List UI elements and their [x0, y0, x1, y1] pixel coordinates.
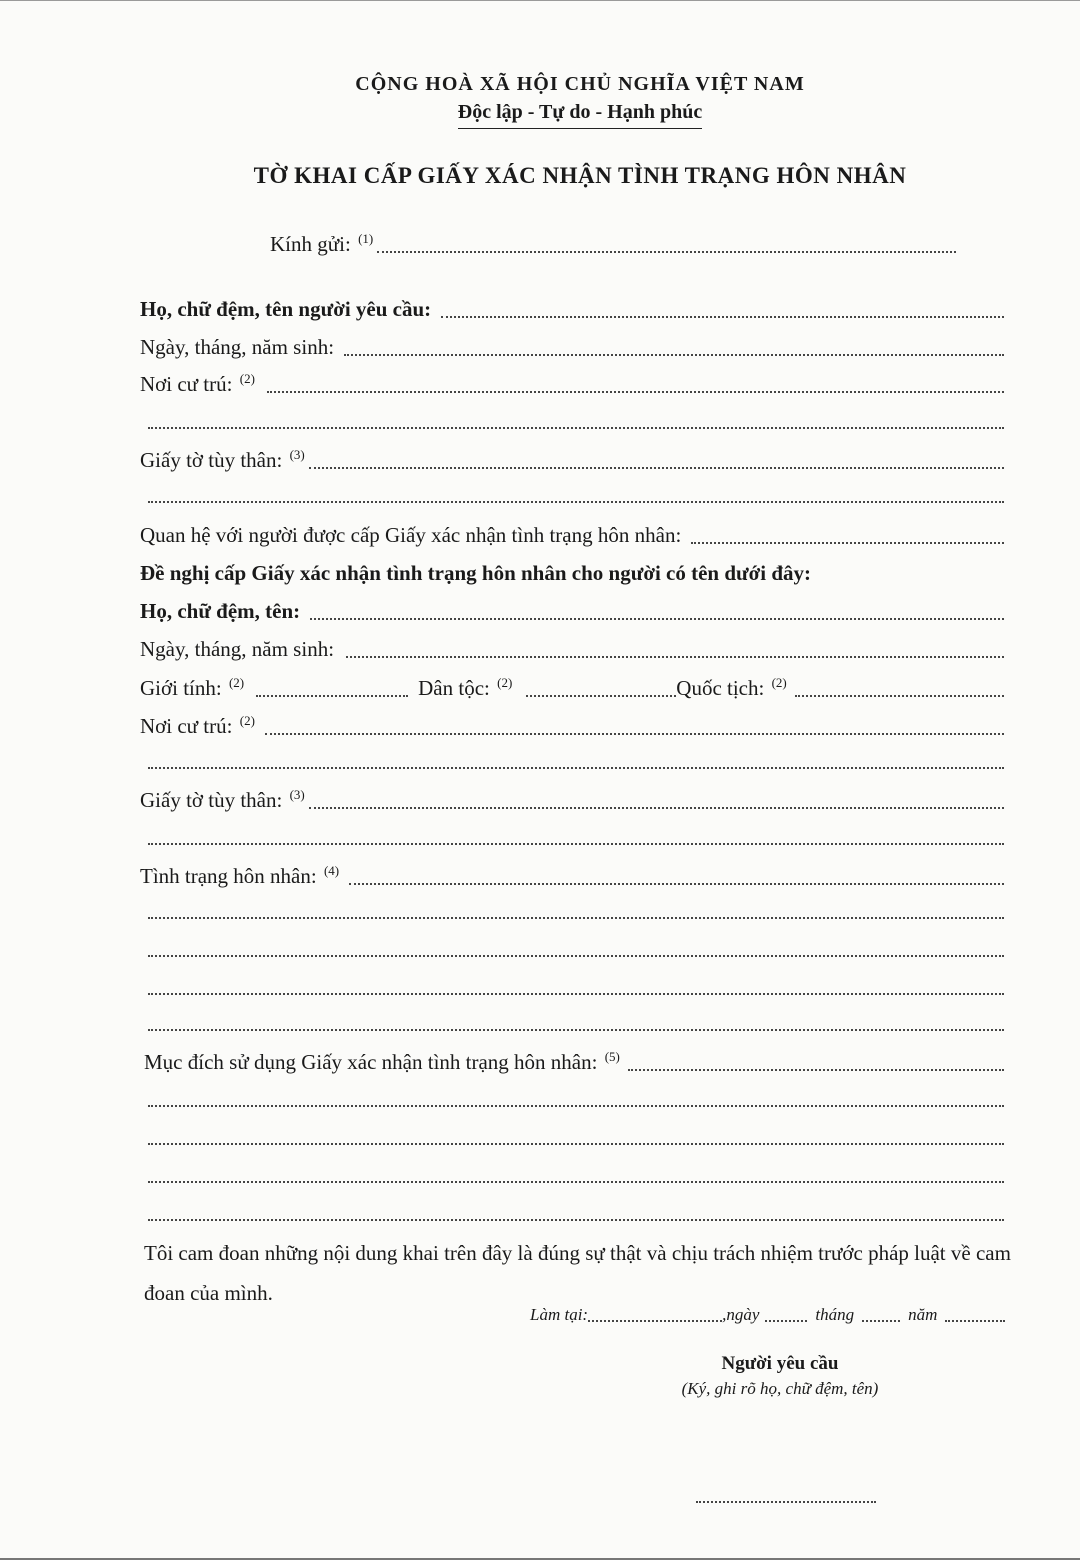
- month-field[interactable]: [862, 1320, 900, 1322]
- marital-status-field-4[interactable]: [148, 993, 1004, 995]
- requester-residence-field[interactable]: [267, 391, 1004, 393]
- subject-dob-field[interactable]: [346, 656, 1004, 658]
- national-motto: Độc lập - Tự do - Hạnh phúc: [0, 101, 1080, 129]
- signature-instruction: (Ký, ghi rõ họ, chữ đệm, tên): [681, 1379, 879, 1398]
- national-title: CỘNG HOÀ XÃ HỘI CHỦ NGHĨA VIỆT NAM: [355, 73, 805, 95]
- month-label: tháng: [815, 1305, 855, 1324]
- commitment-text: Tôi cam đoan những nội dung khai trên đây là đúng sự thật và chịu trách nhiệm trước pháp luật về cam đoan của mình.: [144, 1241, 1011, 1305]
- purpose-line[interactable]: [144, 1049, 1004, 1075]
- subject-id-field-2[interactable]: [148, 843, 1004, 845]
- marital-status-line[interactable]: [140, 863, 1004, 889]
- requester-id-field-2[interactable]: [148, 501, 1004, 503]
- requester-id-label: Giấy tờ tùy thân: $^{(3)}$: [140, 447, 305, 472]
- subject-dob-label: Ngày, tháng, năm sinh:: [140, 637, 335, 661]
- day-field[interactable]: [765, 1320, 807, 1322]
- requester-dob-field[interactable]: [344, 354, 1004, 356]
- subject-id-line[interactable]: [140, 787, 1004, 813]
- subject-nationality-label: Quốc tịch: $^{(2)}$: [676, 675, 787, 700]
- marital-status-field[interactable]: [349, 883, 1004, 885]
- marital-status-field-2[interactable]: [148, 917, 1004, 919]
- relation-field[interactable]: [691, 542, 1004, 544]
- requester-residence-label: Nơi cư trú: $^{(2)}$: [140, 371, 255, 396]
- purpose-field-5[interactable]: [148, 1219, 1004, 1221]
- subject-name-label: Họ, chữ đệm, tên:: [140, 599, 301, 623]
- requester-dob-line[interactable]: [140, 335, 1004, 360]
- subject-residence-label: Nơi cư trú: $^{(2)}$: [140, 713, 255, 738]
- subject-ethnicity-label: Dân tộc: $^{(2)}$: [418, 675, 513, 700]
- signature-field[interactable]: [696, 1501, 876, 1503]
- addressee-line[interactable]: [270, 231, 956, 257]
- request-heading-line: [140, 561, 1004, 586]
- place-label: Làm tại:: [530, 1305, 589, 1324]
- subject-name-field[interactable]: [310, 618, 1004, 620]
- day-label: ,ngày: [722, 1305, 760, 1324]
- marital-status-field-5[interactable]: [148, 1029, 1004, 1031]
- subject-id-field[interactable]: [309, 807, 1004, 809]
- purpose-field-3[interactable]: [148, 1143, 1004, 1145]
- subject-residence-field-2[interactable]: [148, 767, 1004, 769]
- marital-status-field-3[interactable]: [148, 955, 1004, 957]
- requester-id-line[interactable]: [140, 447, 1004, 473]
- addressee-field[interactable]: [377, 251, 956, 253]
- requester-name-field[interactable]: [441, 316, 1004, 318]
- requester-id-field[interactable]: [309, 467, 1004, 469]
- subject-dob-line[interactable]: [140, 637, 1004, 662]
- subject-residence-field[interactable]: [265, 733, 1004, 735]
- subject-gender-ethnic-nation-line[interactable]: [140, 675, 1004, 701]
- relation-label: Quan hệ với người được cấp Giấy xác nhận tình trạng hôn nhân:: [140, 523, 682, 547]
- purpose-field-4[interactable]: [148, 1181, 1004, 1183]
- purpose-field[interactable]: [628, 1069, 1004, 1071]
- requester-residence-line[interactable]: [140, 371, 1004, 397]
- addressee-label: Kính gửi: $^{(1)}$: [270, 231, 374, 256]
- subject-gender-field[interactable]: [256, 695, 408, 697]
- subject-name-line[interactable]: [140, 599, 1004, 624]
- requester-residence-field-2[interactable]: [148, 427, 1004, 429]
- subject-residence-line[interactable]: [140, 713, 1004, 739]
- year-field[interactable]: [945, 1320, 1005, 1322]
- place-field[interactable]: [588, 1320, 722, 1322]
- subject-nationality-field[interactable]: [795, 695, 1004, 697]
- purpose-field-2[interactable]: [148, 1105, 1004, 1107]
- requester-name-line[interactable]: [140, 297, 1004, 322]
- marital-status-label: Tình trạng hôn nhân: $^{(4)}$: [140, 863, 340, 888]
- subject-id-label: Giấy tờ tùy thân: $^{(3)}$: [140, 787, 305, 812]
- relation-line[interactable]: [140, 523, 1004, 548]
- purpose-label: Mục đích sử dụng Giấy xác nhận tình trạng hôn nhân: $^{(5)}$: [144, 1049, 620, 1074]
- requester-name-label: Họ, chữ đệm, tên người yêu cầu:: [140, 297, 432, 321]
- subject-ethnicity-field[interactable]: [526, 695, 676, 697]
- request-heading: Đề nghị cấp Giấy xác nhận tình trạng hôn nhân cho người có tên dưới đây:: [140, 561, 812, 585]
- signature-title: Người yêu cầu: [721, 1353, 839, 1374]
- place-date-line[interactable]: [530, 1305, 1040, 1325]
- requester-dob-label: Ngày, tháng, năm sinh:: [140, 335, 335, 359]
- subject-gender-label: Giới tính: $^{(2)}$: [140, 675, 245, 700]
- form-title: TỜ KHAI CẤP GIẤY XÁC NHẬN TÌNH TRẠNG HÔN NHÂN: [253, 163, 907, 188]
- year-label: năm: [908, 1305, 938, 1324]
